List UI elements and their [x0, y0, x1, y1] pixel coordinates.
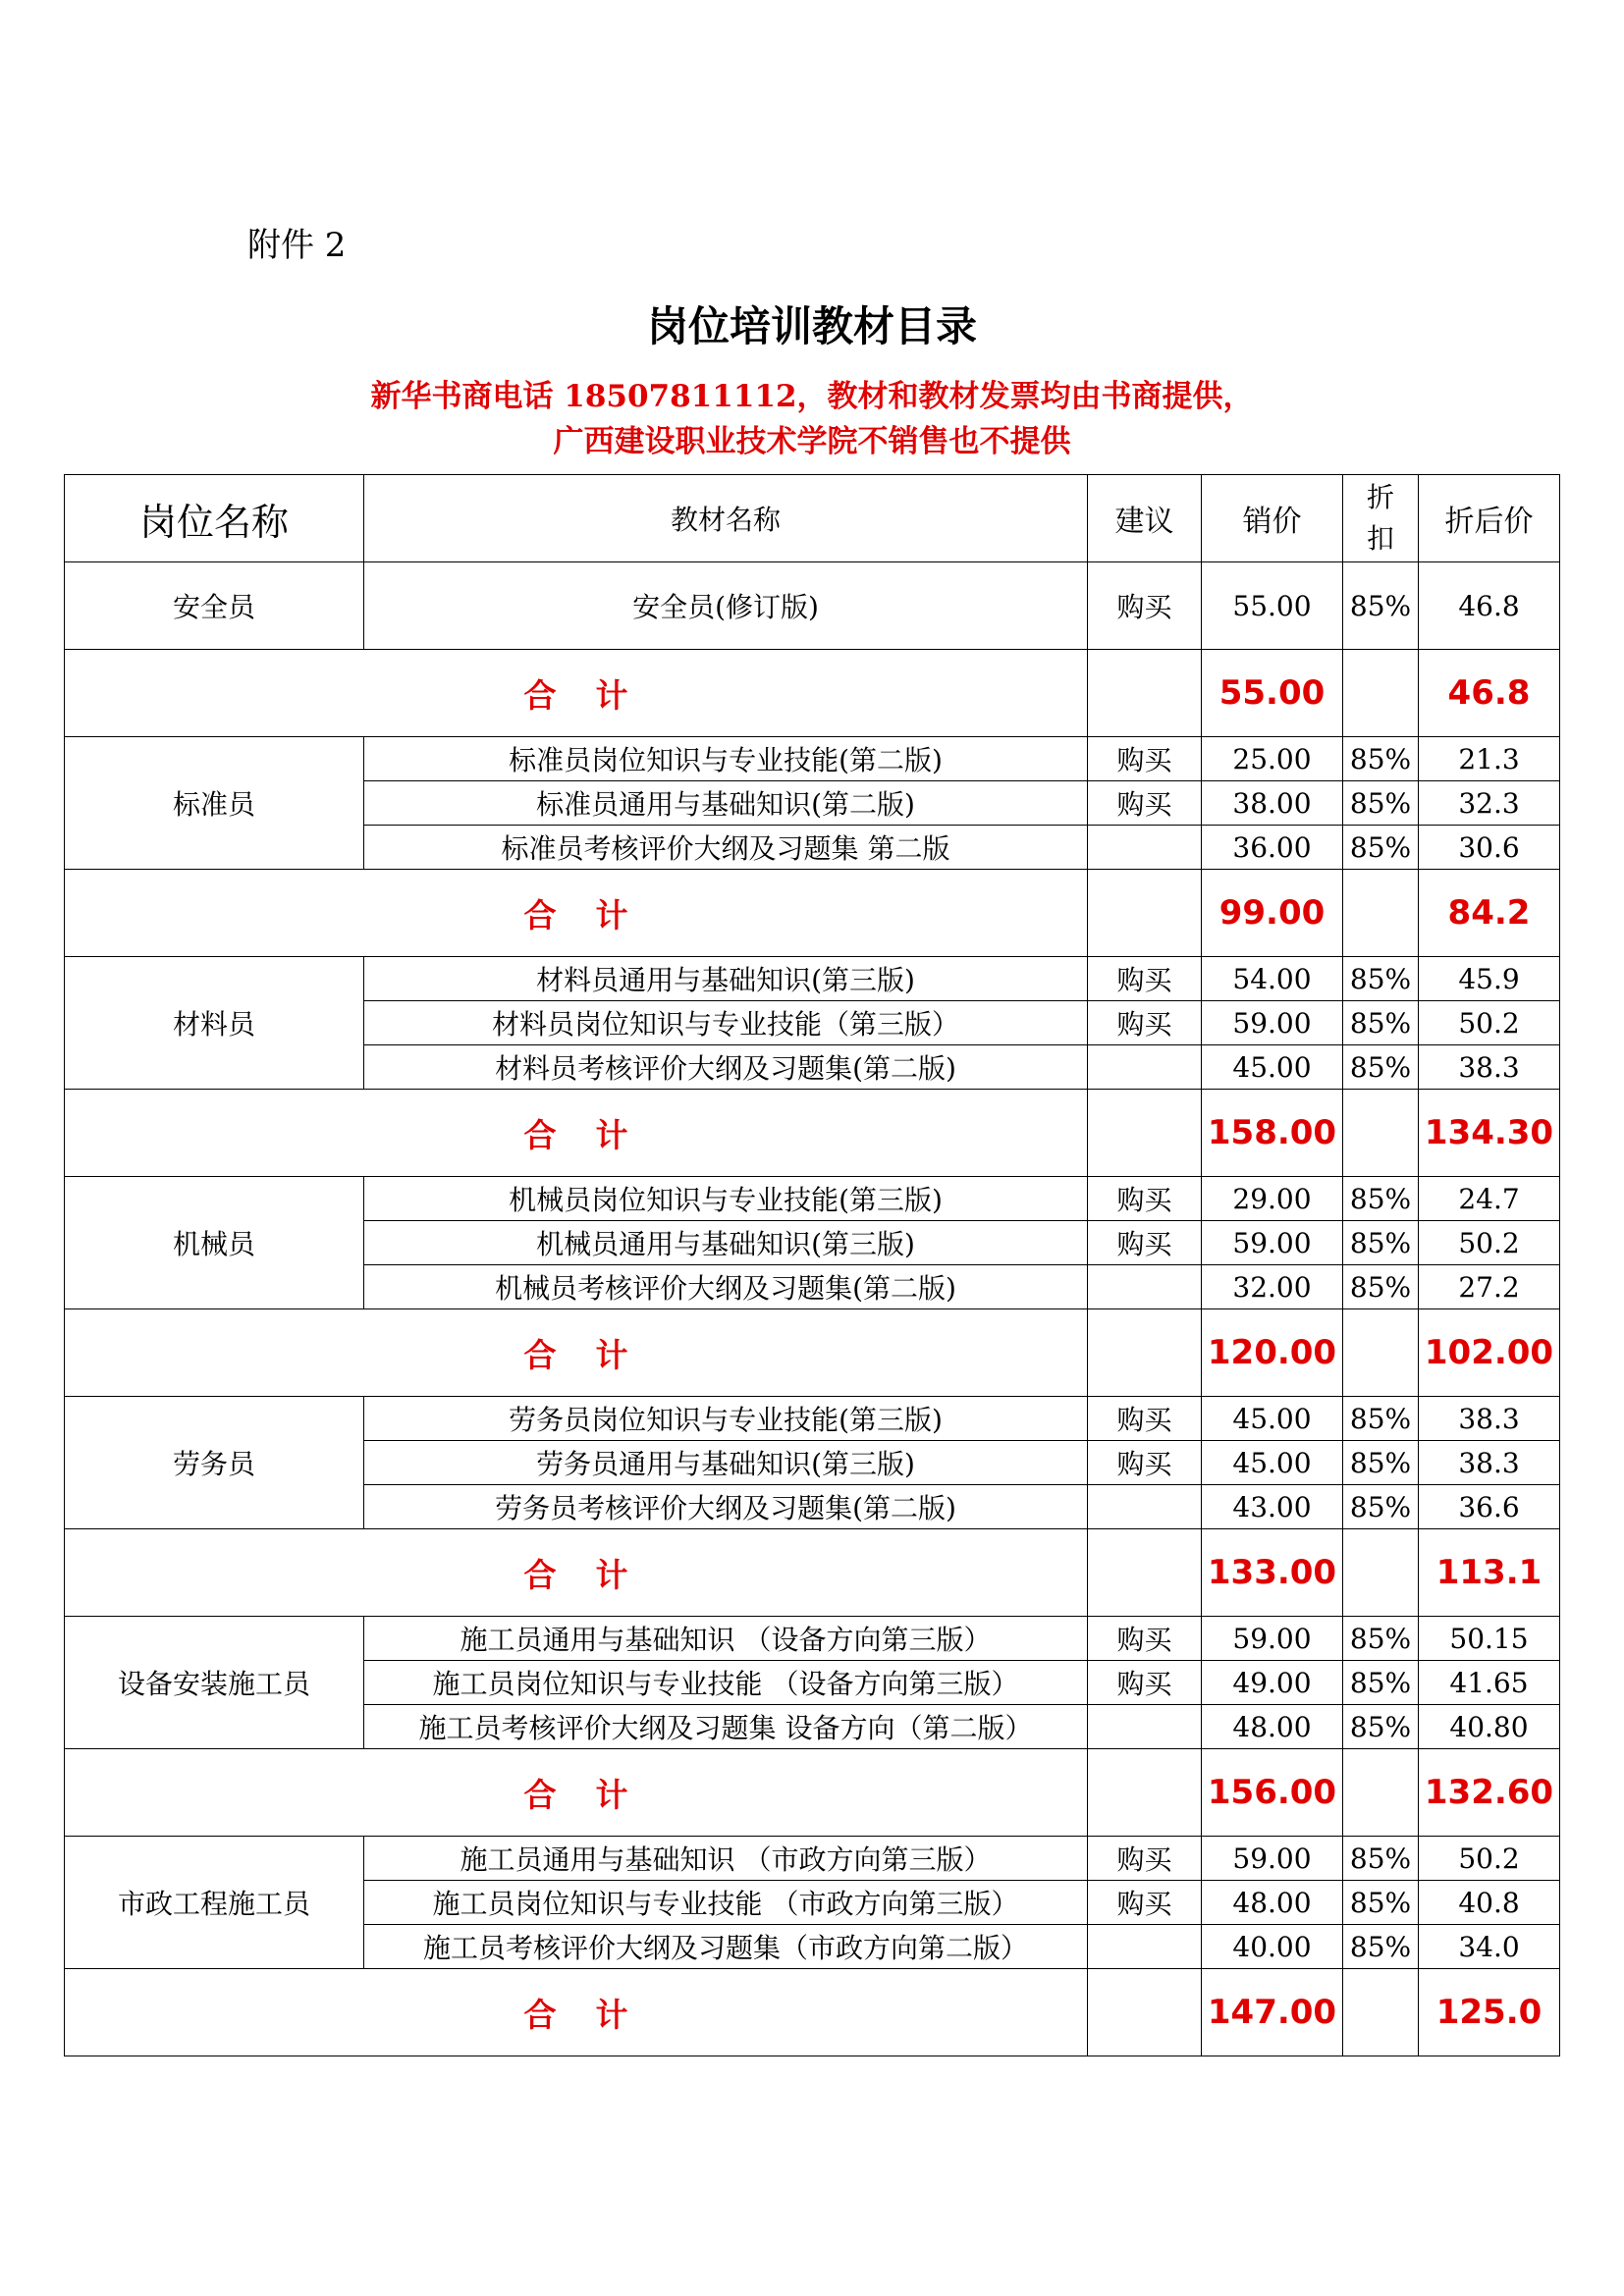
price-cell: 59.00 — [1202, 1837, 1343, 1881]
net-price-cell: 38.3 — [1419, 1045, 1560, 1090]
discount-cell: 85% — [1343, 1661, 1419, 1705]
subtotal-label: 合计 — [65, 1969, 1088, 2056]
book-name-cell: 施工员通用与基础知识 （市政方向第三版） — [364, 1837, 1088, 1881]
subtotal-price: 133.00 — [1202, 1529, 1343, 1617]
post-name-cell: 材料员 — [65, 957, 364, 1090]
price-cell: 55.00 — [1202, 562, 1343, 650]
net-price-cell: 50.2 — [1419, 1221, 1560, 1265]
suggestion-cell: 购买 — [1088, 737, 1202, 781]
subtotal-row — [65, 650, 1560, 737]
price-cell: 29.00 — [1202, 1177, 1343, 1221]
net-price-cell: 24.7 — [1419, 1177, 1560, 1221]
book-name-cell: 机械员岗位知识与专业技能(第三版) — [364, 1177, 1088, 1221]
suggestion-cell — [1088, 1045, 1202, 1090]
post-name-cell: 市政工程施工员 — [65, 1837, 364, 1969]
price-cell: 32.00 — [1202, 1265, 1343, 1309]
discount-cell: 85% — [1343, 1045, 1419, 1090]
book-name-cell: 劳务员岗位知识与专业技能(第三版) — [364, 1397, 1088, 1441]
subtotal-suggestion-empty — [1088, 1529, 1202, 1617]
book-name-cell: 标准员岗位知识与专业技能(第二版) — [364, 737, 1088, 781]
discount-cell: 85% — [1343, 957, 1419, 1001]
subtotal-discount-empty — [1343, 1529, 1419, 1617]
net-price-cell: 32.3 — [1419, 781, 1560, 826]
net-price-cell: 34.0 — [1419, 1925, 1560, 1969]
post-name-cell: 机械员 — [65, 1177, 364, 1309]
subtotal-suggestion-empty — [1088, 1309, 1202, 1397]
subtotal-price: 55.00 — [1202, 650, 1343, 737]
subtotal-discount-empty — [1343, 1749, 1419, 1837]
price-cell: 45.00 — [1202, 1397, 1343, 1441]
subtotal-row — [65, 1969, 1560, 2056]
subtotal-discount-empty — [1343, 870, 1419, 957]
subtotal-price: 158.00 — [1202, 1090, 1343, 1177]
discount-cell: 85% — [1343, 826, 1419, 870]
subtotal-label: 合计 — [65, 650, 1088, 737]
discount-cell: 85% — [1343, 1705, 1419, 1749]
net-price-cell: 50.15 — [1419, 1617, 1560, 1661]
suggestion-cell: 购买 — [1088, 1837, 1202, 1881]
net-price-cell: 38.3 — [1419, 1441, 1560, 1485]
price-cell: 54.00 — [1202, 957, 1343, 1001]
net-price-cell: 21.3 — [1419, 737, 1560, 781]
book-name-cell: 施工员岗位知识与专业技能 （市政方向第三版） — [364, 1881, 1088, 1925]
subtotal-price: 120.00 — [1202, 1309, 1343, 1397]
book-row — [65, 957, 1560, 1001]
discount-cell: 85% — [1343, 1221, 1419, 1265]
book-name-cell: 材料员通用与基础知识(第三版) — [364, 957, 1088, 1001]
subtotal-net-price: 125.0 — [1419, 1969, 1560, 2056]
suggestion-cell — [1088, 1705, 1202, 1749]
page-title: 岗位培训教材目录 — [646, 302, 977, 350]
subtotal-label: 合计 — [65, 1090, 1088, 1177]
subtotal-discount-empty — [1343, 1309, 1419, 1397]
price-cell: 48.00 — [1202, 1705, 1343, 1749]
subtotal-suggestion-empty — [1088, 1090, 1202, 1177]
subtotal-suggestion-empty — [1088, 1969, 1202, 2056]
subtotal-net-price: 102.00 — [1419, 1309, 1560, 1397]
price-cell: 59.00 — [1202, 1221, 1343, 1265]
header-price: 销价 — [1202, 475, 1343, 562]
bookseller-notice-line-1: 新华书商电话 18507811112，教材和教材发票均由书商提供， — [370, 379, 1254, 414]
discount-cell: 85% — [1343, 781, 1419, 826]
price-cell: 59.00 — [1202, 1001, 1343, 1045]
header-discount: 折 扣 — [1343, 475, 1419, 562]
price-cell: 38.00 — [1202, 781, 1343, 826]
book-row — [65, 562, 1560, 650]
suggestion-cell: 购买 — [1088, 1617, 1202, 1661]
net-price-cell: 41.65 — [1419, 1661, 1560, 1705]
net-price-cell: 50.2 — [1419, 1837, 1560, 1881]
suggestion-cell: 购买 — [1088, 1001, 1202, 1045]
header-net-price: 折后价 — [1419, 475, 1560, 562]
price-cell: 25.00 — [1202, 737, 1343, 781]
suggestion-cell: 购买 — [1088, 1397, 1202, 1441]
book-name-cell: 施工员考核评价大纲及习题集（市政方向第二版） — [364, 1925, 1088, 1969]
subtotal-row — [65, 1529, 1560, 1617]
price-cell: 45.00 — [1202, 1045, 1343, 1090]
discount-cell: 85% — [1343, 1397, 1419, 1441]
book-name-cell: 施工员考核评价大纲及习题集 设备方向（第二版） — [364, 1705, 1088, 1749]
discount-cell: 85% — [1343, 1441, 1419, 1485]
subtotal-discount-empty — [1343, 1090, 1419, 1177]
discount-cell: 85% — [1343, 737, 1419, 781]
subtotal-suggestion-empty — [1088, 1749, 1202, 1837]
price-cell: 43.00 — [1202, 1485, 1343, 1529]
book-row — [65, 1177, 1560, 1221]
price-cell: 49.00 — [1202, 1661, 1343, 1705]
textbook-catalog-table — [64, 474, 1560, 2056]
book-row — [65, 1397, 1560, 1441]
net-price-cell: 27.2 — [1419, 1265, 1560, 1309]
suggestion-cell: 购买 — [1088, 1441, 1202, 1485]
net-price-cell: 38.3 — [1419, 1397, 1560, 1441]
book-name-cell: 安全员(修订版) — [364, 562, 1088, 650]
price-cell: 45.00 — [1202, 1441, 1343, 1485]
suggestion-cell — [1088, 1925, 1202, 1969]
book-name-cell: 劳务员考核评价大纲及习题集(第二版) — [364, 1485, 1088, 1529]
subtotal-suggestion-empty — [1088, 870, 1202, 957]
book-name-cell: 材料员岗位知识与专业技能（第三版） — [364, 1001, 1088, 1045]
book-name-cell: 施工员岗位知识与专业技能 （设备方向第三版） — [364, 1661, 1088, 1705]
subtotal-net-price: 134.30 — [1419, 1090, 1560, 1177]
price-cell: 48.00 — [1202, 1881, 1343, 1925]
suggestion-cell: 购买 — [1088, 562, 1202, 650]
net-price-cell: 30.6 — [1419, 826, 1560, 870]
price-cell: 40.00 — [1202, 1925, 1343, 1969]
subtotal-row — [65, 1309, 1560, 1397]
subtotal-row — [65, 870, 1560, 957]
header-book-name: 教材名称 — [364, 475, 1088, 562]
net-price-cell: 45.9 — [1419, 957, 1560, 1001]
subtotal-net-price: 46.8 — [1419, 650, 1560, 737]
book-name-cell: 机械员考核评价大纲及习题集(第二版) — [364, 1265, 1088, 1309]
post-name-cell: 设备安装施工员 — [65, 1617, 364, 1749]
discount-cell: 85% — [1343, 1925, 1419, 1969]
book-name-cell: 施工员通用与基础知识 （设备方向第三版） — [364, 1617, 1088, 1661]
suggestion-cell: 购买 — [1088, 1661, 1202, 1705]
header-suggestion: 建议 — [1088, 475, 1202, 562]
subtotal-row — [65, 1749, 1560, 1837]
book-row — [65, 1837, 1560, 1881]
subtotal-label: 合计 — [65, 1529, 1088, 1617]
suggestion-cell: 购买 — [1088, 1177, 1202, 1221]
subtotal-net-price: 113.1 — [1419, 1529, 1560, 1617]
suggestion-cell — [1088, 1265, 1202, 1309]
book-name-cell: 标准员考核评价大纲及习题集 第二版 — [364, 826, 1088, 870]
post-name-cell: 安全员 — [65, 562, 364, 650]
catalog-body — [65, 475, 1560, 2056]
book-row — [65, 737, 1560, 781]
attachment-label: 附件 2 — [247, 226, 347, 265]
discount-cell: 85% — [1343, 1265, 1419, 1309]
subtotal-net-price: 84.2 — [1419, 870, 1560, 957]
book-name-cell: 劳务员通用与基础知识(第三版) — [364, 1441, 1088, 1485]
subtotal-price: 156.00 — [1202, 1749, 1343, 1837]
suggestion-cell: 购买 — [1088, 781, 1202, 826]
net-price-cell: 50.2 — [1419, 1001, 1560, 1045]
subtotal-label: 合计 — [65, 1749, 1088, 1837]
subtotal-suggestion-empty — [1088, 650, 1202, 737]
suggestion-cell: 购买 — [1088, 1221, 1202, 1265]
subtotal-row — [65, 1090, 1560, 1177]
suggestion-cell — [1088, 1485, 1202, 1529]
suggestion-cell — [1088, 826, 1202, 870]
discount-cell: 85% — [1343, 1485, 1419, 1529]
bookseller-notice-line-2: 广西建设职业技术学院不销售也不提供 — [553, 424, 1071, 459]
discount-cell: 85% — [1343, 562, 1419, 650]
subtotal-price: 147.00 — [1202, 1969, 1343, 2056]
subtotal-discount-empty — [1343, 650, 1419, 737]
discount-cell: 85% — [1343, 1617, 1419, 1661]
net-price-cell: 36.6 — [1419, 1485, 1560, 1529]
book-row — [65, 1617, 1560, 1661]
suggestion-cell: 购买 — [1088, 957, 1202, 1001]
net-price-cell: 40.80 — [1419, 1705, 1560, 1749]
subtotal-label: 合计 — [65, 870, 1088, 957]
subtotal-discount-empty — [1343, 1969, 1419, 2056]
subtotal-net-price: 132.60 — [1419, 1749, 1560, 1837]
header-post-name: 岗位名称 — [65, 475, 364, 562]
discount-cell: 85% — [1343, 1001, 1419, 1045]
book-name-cell: 机械员通用与基础知识(第三版) — [364, 1221, 1088, 1265]
price-cell: 59.00 — [1202, 1617, 1343, 1661]
discount-cell: 85% — [1343, 1837, 1419, 1881]
header-row — [65, 475, 1560, 562]
post-name-cell: 标准员 — [65, 737, 364, 870]
discount-cell: 85% — [1343, 1881, 1419, 1925]
net-price-cell: 46.8 — [1419, 562, 1560, 650]
price-cell: 36.00 — [1202, 826, 1343, 870]
book-name-cell: 材料员考核评价大纲及习题集(第二版) — [364, 1045, 1088, 1090]
subtotal-price: 99.00 — [1202, 870, 1343, 957]
discount-cell: 85% — [1343, 1177, 1419, 1221]
suggestion-cell: 购买 — [1088, 1881, 1202, 1925]
subtotal-label: 合计 — [65, 1309, 1088, 1397]
post-name-cell: 劳务员 — [65, 1397, 364, 1529]
book-name-cell: 标准员通用与基础知识(第二版) — [364, 781, 1088, 826]
net-price-cell: 40.8 — [1419, 1881, 1560, 1925]
